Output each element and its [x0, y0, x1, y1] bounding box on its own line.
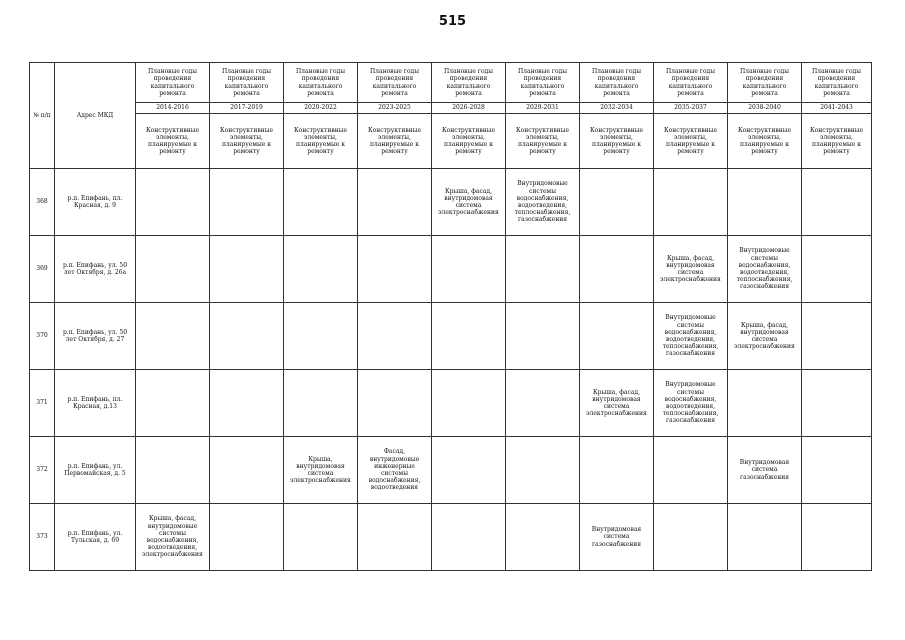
period-type-header: Конструктивные элементы, планируемые к ремонту	[654, 114, 728, 169]
repair-elements-cell	[358, 169, 432, 236]
repair-elements-cell	[802, 437, 872, 504]
repair-elements-cell	[580, 236, 654, 303]
repair-elements-cell	[802, 504, 872, 571]
period-years-header: 2032-2034	[580, 103, 654, 114]
repair-elements-cell	[284, 504, 358, 571]
repair-elements-cell	[654, 169, 728, 236]
repair-elements-cell	[506, 437, 580, 504]
repair-elements-cell	[210, 437, 284, 504]
period-title-header: Плановые годы проведения капитального ремонта	[432, 63, 506, 103]
period-title-header: Плановые годы проведения капитального ремонта	[284, 63, 358, 103]
table-row	[30, 504, 872, 571]
period-years-header: 2038-2040	[728, 103, 802, 114]
period-years-header: 2026-2028	[432, 103, 506, 114]
repair-elements-cell	[210, 370, 284, 437]
repair-elements-cell	[136, 303, 210, 370]
repair-elements-cell	[136, 169, 210, 236]
repair-elements-cell	[358, 504, 432, 571]
row-address: р.п. Епифань, ул. Первомайская, д. 5	[55, 437, 136, 504]
repair-elements-cell	[506, 504, 580, 571]
repair-elements-cell: Крыша, фасад, внутридомовая система электроснабжения	[432, 169, 506, 236]
period-title-header: Плановые годы проведения капитального ремонта	[728, 63, 802, 103]
period-type-header: Конструктивные элементы, планируемые к ремонту	[284, 114, 358, 169]
repair-elements-cell	[284, 236, 358, 303]
row-number: 371	[30, 370, 55, 437]
repair-elements-cell	[136, 236, 210, 303]
repair-elements-cell	[284, 370, 358, 437]
table-row	[30, 236, 872, 303]
period-title-header: Плановые годы проведения капитального ремонта	[136, 63, 210, 103]
period-years-header: 2014-2016	[136, 103, 210, 114]
period-title-header: Плановые годы проведения капитального ремонта	[802, 63, 872, 103]
repair-elements-cell	[506, 236, 580, 303]
repair-elements-cell: Внутридомовые системы водоснабжения, водоотведения, теплоснабжения, газоснабжения	[654, 303, 728, 370]
column-header-number: № п/п	[30, 63, 55, 169]
column-header-address: Адрес МКД	[55, 63, 136, 169]
row-address: р.п. Епифань, пл. Красная, д. 9	[55, 169, 136, 236]
table-row	[30, 437, 872, 504]
row-number: 369	[30, 236, 55, 303]
row-number: 372	[30, 437, 55, 504]
repair-elements-cell: Крыша, внутридомовая система электроснабжения	[284, 437, 358, 504]
repair-elements-cell	[432, 303, 506, 370]
period-type-header: Конструктивные элементы, планируемые к ремонту	[358, 114, 432, 169]
repair-elements-cell	[654, 504, 728, 571]
repair-elements-cell	[284, 169, 358, 236]
period-title-header: Плановые годы проведения капитального ремонта	[210, 63, 284, 103]
period-years-header: 2041-2043	[802, 103, 872, 114]
repair-elements-cell	[506, 303, 580, 370]
period-type-header: Конструктивные элементы, планируемые к ремонту	[580, 114, 654, 169]
repair-schedule-table	[29, 62, 872, 571]
period-type-header: Конструктивные элементы, планируемые к ремонту	[506, 114, 580, 169]
repair-elements-cell: Крыша, фасад, внутридомовая система электроснабжения	[654, 236, 728, 303]
repair-elements-cell	[432, 437, 506, 504]
repair-elements-cell	[802, 303, 872, 370]
repair-elements-cell	[210, 236, 284, 303]
period-years-header: 2029-2031	[506, 103, 580, 114]
repair-elements-cell: Внутридомовая система газоснабжения	[728, 437, 802, 504]
period-type-header: Конструктивные элементы, планируемые к ремонту	[210, 114, 284, 169]
repair-elements-cell	[358, 370, 432, 437]
repair-elements-cell	[802, 236, 872, 303]
repair-elements-cell	[580, 437, 654, 504]
period-title-header: Плановые годы проведения капитального ремонта	[654, 63, 728, 103]
row-number: 370	[30, 303, 55, 370]
period-type-header: Конструктивные элементы, планируемые к ремонту	[432, 114, 506, 169]
repair-elements-cell: Крыша, фасад, внутридомовые системы водоснабжения, водоотведения, электроснабжения	[136, 504, 210, 571]
repair-elements-cell	[432, 504, 506, 571]
repair-elements-cell: Крыша, фасад, внутридомовая система электроснабжения	[580, 370, 654, 437]
repair-elements-cell: Внутридомовые системы водоснабжения, водоотведения, теплоснабжения, газоснабжения	[728, 236, 802, 303]
repair-elements-cell	[432, 236, 506, 303]
period-years-header: 2020-2022	[284, 103, 358, 114]
period-title-header: Плановые годы проведения капитального ремонта	[580, 63, 654, 103]
period-title-header: Плановые годы проведения капитального ремонта	[358, 63, 432, 103]
repair-elements-cell	[802, 169, 872, 236]
period-years-header: 2023-2025	[358, 103, 432, 114]
period-years-header: 2017-2019	[210, 103, 284, 114]
repair-elements-cell: Внутридомовая система газоснабжения	[580, 504, 654, 571]
repair-elements-cell	[654, 437, 728, 504]
repair-elements-cell: Крыша, фасад, внутридомовая система электроснабжения	[728, 303, 802, 370]
repair-elements-cell	[728, 504, 802, 571]
repair-elements-cell	[728, 169, 802, 236]
repair-elements-cell	[728, 370, 802, 437]
repair-elements-cell: Внутридомовые системы водоснабжения, водоотведения, теплоснабжения, газоснабжения	[654, 370, 728, 437]
row-number: 373	[30, 504, 55, 571]
row-address: р.п. Епифань, ул. 50 лет Октября, д. 26а	[55, 236, 136, 303]
repair-elements-cell	[432, 370, 506, 437]
period-type-header: Конструктивные элементы, планируемые к ремонту	[728, 114, 802, 169]
repair-elements-cell	[284, 303, 358, 370]
page-number: 515	[438, 14, 467, 29]
period-type-header: Конструктивные элементы, планируемые к ремонту	[136, 114, 210, 169]
repair-elements-cell	[580, 169, 654, 236]
period-title-header: Плановые годы проведения капитального ремонта	[506, 63, 580, 103]
row-address: р.п. Епифань, пл. Красная, д.13	[55, 370, 136, 437]
row-address: р.п. Епифань, ул. 50 лет Октября, д. 27	[55, 303, 136, 370]
repair-elements-cell	[358, 303, 432, 370]
repair-elements-cell	[210, 169, 284, 236]
repair-elements-cell	[358, 236, 432, 303]
repair-elements-cell	[136, 437, 210, 504]
repair-elements-cell: Внутридомовые системы водоснабжения, водоотведения, теплоснабжения, газоснабжения	[506, 169, 580, 236]
period-years-header: 2035-2037	[654, 103, 728, 114]
table-row	[30, 370, 872, 437]
repair-elements-cell	[136, 370, 210, 437]
row-address: р.п. Епифань, ул. Тульская, д. 69	[55, 504, 136, 571]
repair-elements-cell	[580, 303, 654, 370]
repair-elements-cell	[802, 370, 872, 437]
table-row	[30, 303, 872, 370]
repair-elements-cell	[210, 303, 284, 370]
repair-elements-cell	[210, 504, 284, 571]
row-number: 368	[30, 169, 55, 236]
repair-elements-cell	[506, 370, 580, 437]
period-type-header: Конструктивные элементы, планируемые к ремонту	[802, 114, 872, 169]
repair-elements-cell: Фасад, внутридомовые инженерные системы водоснабжения, водоотведения	[358, 437, 432, 504]
table-row	[30, 169, 872, 236]
